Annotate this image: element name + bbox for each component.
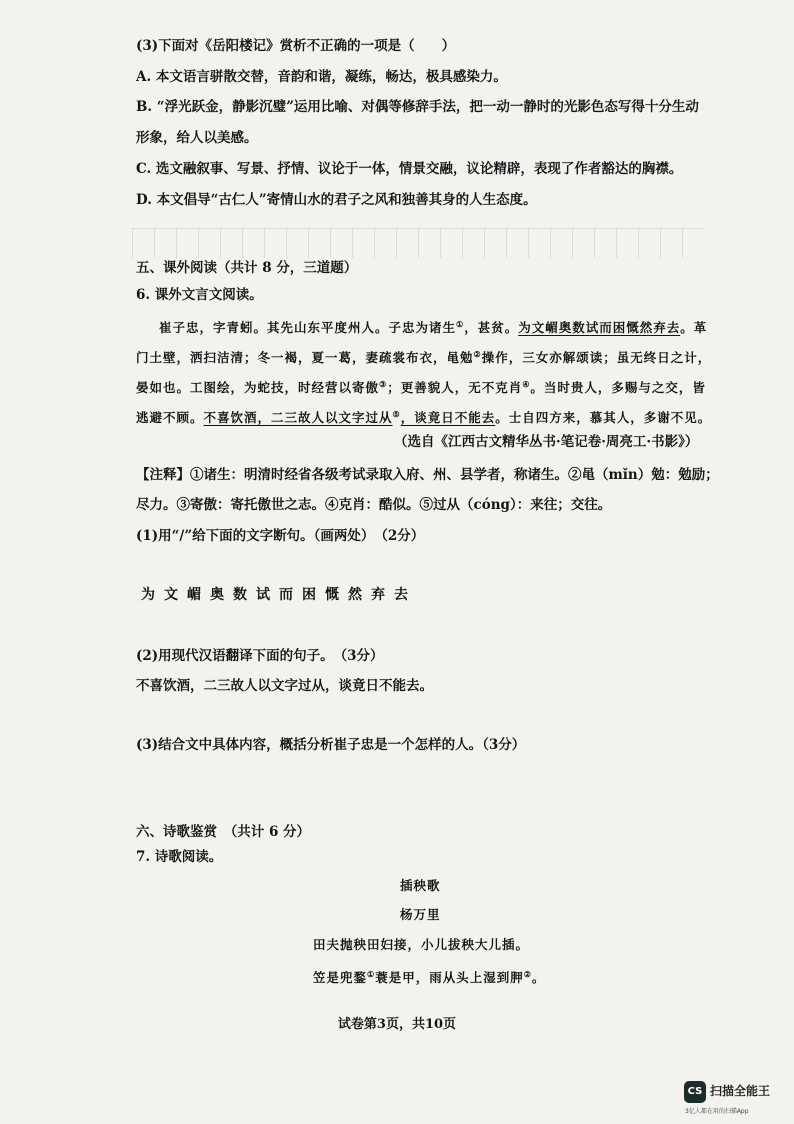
passage-source: （选自《江西古文精华丛书·笔记卷·周亮工·书影》） [394, 434, 699, 450]
q3-stem: (3)下面对《岳阳楼记》赏析不正确的一项是（ ） [136, 38, 456, 54]
poem-author: 杨万里 [400, 907, 441, 922]
section5-heading: 五、课外阅读（共计 8 分，三道题） [136, 260, 358, 276]
passage-text: 操作，三女亦解颂读；虽无终日之计， [481, 350, 712, 366]
underlined-sentence: ，谈竟日不能去 [400, 410, 496, 426]
poem-text: 。 [531, 970, 546, 986]
q6-sub3: (3)结合文中具体内容，概括分析崔子忠是一个怎样的人。（3分） [136, 737, 526, 753]
scanner-watermark [684, 1079, 790, 1115]
q6-sub1: (1)用“/”给下面的文字断句。（画两处） （2分） [136, 528, 425, 544]
passage-text: 崔子忠，字青蚓。其先山东平度州人。子忠为诸生 [159, 320, 457, 336]
passage-text: 晏如也。工图绘，为蛇技，时经营以寄傲 [136, 380, 380, 396]
option-b-line1: B. “浮光跃金，静影沉璧”运用比喻、对偶等修辞手法，把一动一静时的光影色态写得十分生动 [136, 99, 699, 115]
passage-text: 。革 [680, 320, 708, 336]
note-marker: ② [473, 349, 482, 359]
option-c: C. 选文融叙事、写景、抒情、议论于一体，情景交融，议论精辟，表现了作者豁达的胸襟。 [136, 161, 683, 177]
notes-line1: 【注释】①诸生：明清时经省各级考试录取入府、州、县学者，称诸生。②黾（mǐn）勉：勉励； [136, 467, 719, 483]
underlined-sentence: 不喜饮酒，二三故人以文字过从 [203, 410, 393, 426]
note-marker: ④ [522, 379, 531, 389]
poem-line1: 田夫抛秧田妇接，小儿拔秧大儿插。 [313, 937, 530, 952]
q6-sub2-text: 不喜饮酒，二三故人以文字过从，谈竟日不能去。 [136, 678, 433, 694]
note-marker: ① [367, 969, 376, 979]
page-footer: 试卷第3页，共10页 [337, 1017, 457, 1032]
note-marker: ② [523, 969, 532, 979]
passage-line1 [159, 314, 707, 338]
underlined-sentence: 为文嵋奥数试而困慨然弃去 [518, 320, 681, 336]
passage-text: 门土壁，洒扫洁清；冬一褐，夏一葛，妻疏裳布衣，黾勉 [136, 350, 474, 366]
camscanner-logo-icon: CS [684, 1081, 706, 1103]
passage-text: 逃避不顾。 [136, 410, 204, 426]
passage-line2 [136, 344, 711, 368]
note-marker: ③ [379, 379, 388, 389]
passage-line4 [136, 404, 711, 428]
q7-title: 7. 诗歌阅读。 [136, 849, 223, 865]
passage-text: 。当时贵人，多赐与之交，皆 [530, 380, 706, 396]
section6-heading: 六、诗歌鉴赏 （共计 6 分） [136, 824, 311, 840]
poem-title: 插秧歌 [400, 878, 441, 893]
passage-text: ；更善貌人，无不克肖 [387, 380, 523, 396]
watermark-subtitle: 3亿人都在用的扫描App [685, 1108, 749, 1115]
option-d: D. 本文倡导“古仁人”寄情山水的君子之风和独善其身的人生态度。 [136, 192, 537, 208]
answer-grid [132, 228, 704, 258]
poem-text: 蓑是甲，雨从头上湿到胛 [375, 970, 524, 986]
option-b-line2: 形象，给人以美感。 [136, 130, 258, 146]
watermark-name: 扫描全能王 [710, 1084, 771, 1098]
q6-sub1-text: 为文嵋奥数试而困慨然弃去 [141, 587, 417, 603]
poem-line2 [313, 964, 545, 988]
option-a: A. 本文语言骈散交替，音韵和谐，凝练，畅达，极具感染力。 [136, 69, 507, 85]
notes-line2: 尽力。③寄傲：寄托傲世之志。④克肖：酷似。⑤过从（cóng）：来往；交往。 [136, 497, 612, 513]
q6-title: 6. 课外文言文阅读。 [136, 287, 263, 303]
passage-text: 。士自四方来，慕其人，多谢不见。 [495, 410, 712, 426]
poem-text: 笠是兜鍪 [313, 970, 368, 986]
passage-text: ，甚贫。 [464, 320, 519, 336]
q6-sub2: (2)用现代汉语翻译下面的句子。 （3分） [136, 648, 384, 664]
note-marker: ① [456, 319, 465, 329]
passage-line3 [136, 374, 706, 398]
note-marker: ⑤ [392, 409, 401, 419]
